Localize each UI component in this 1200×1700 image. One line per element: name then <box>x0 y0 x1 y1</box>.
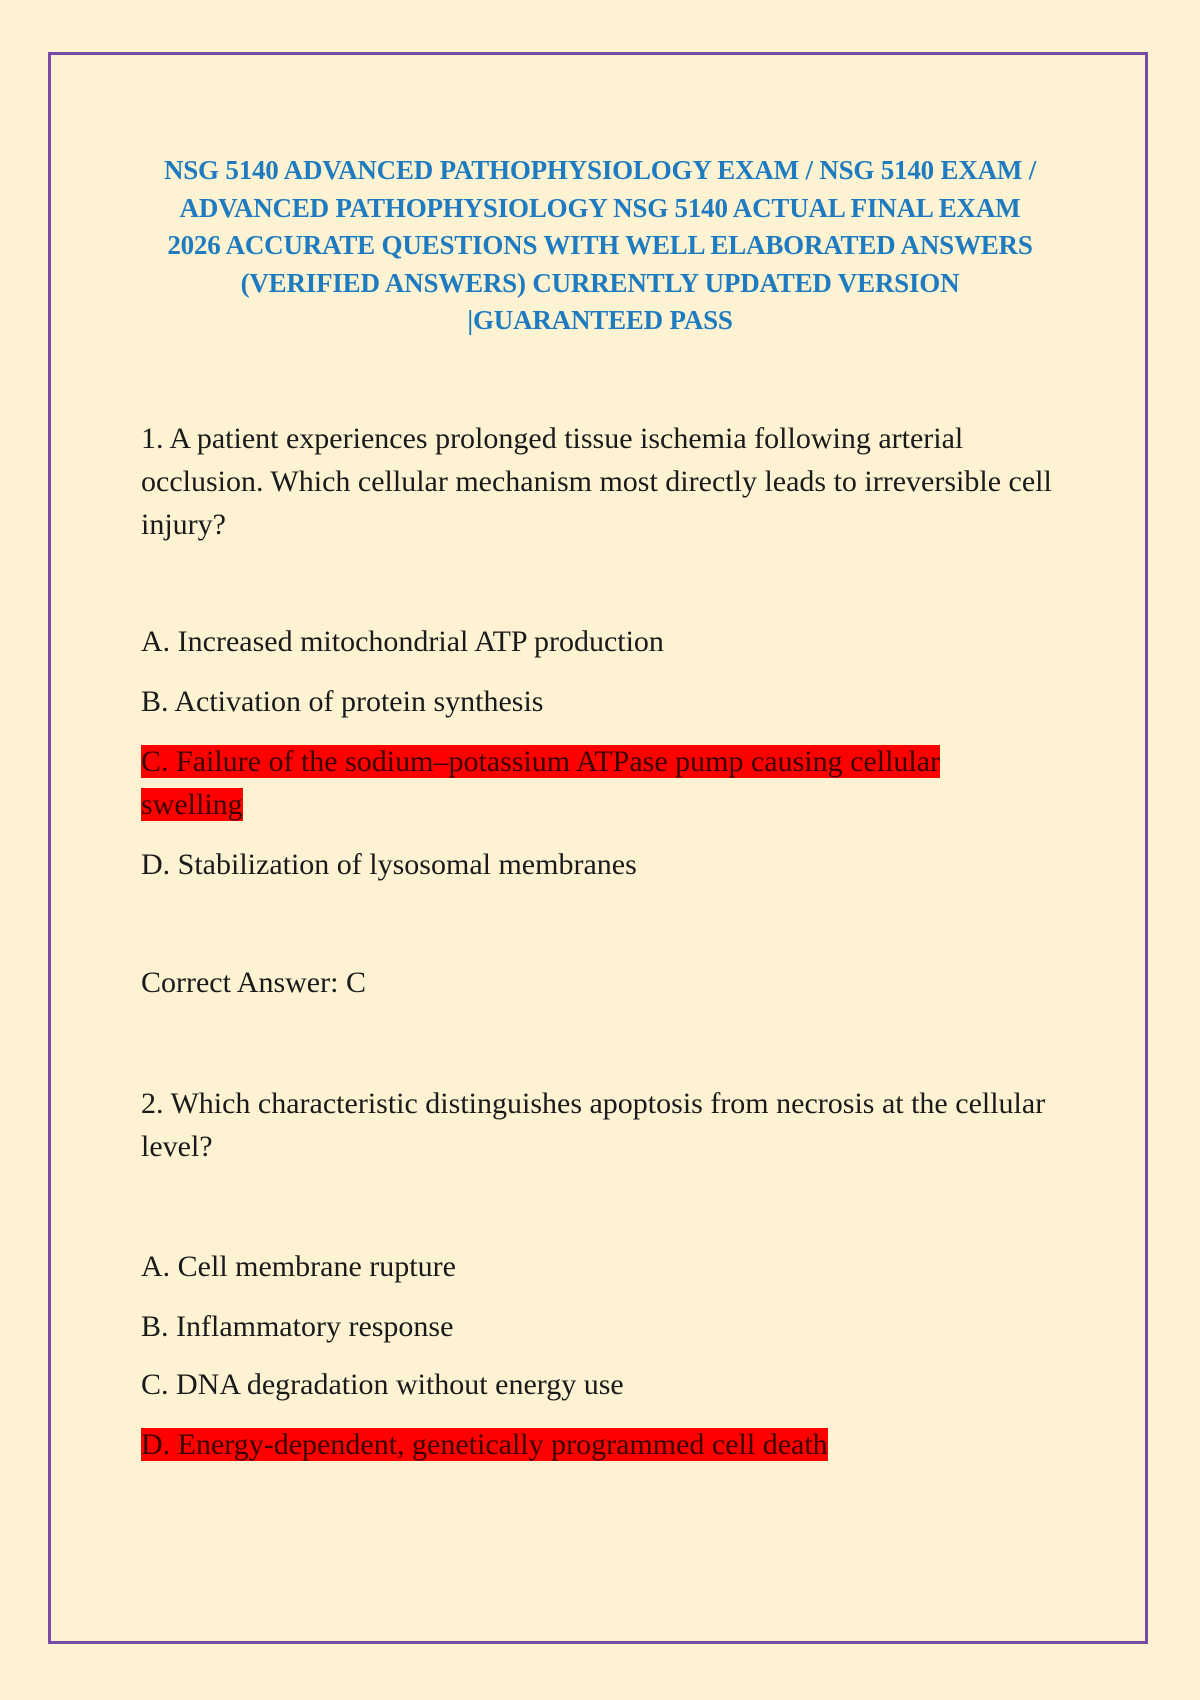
highlighted-answer: C. Failure of the sodium–potassium ATPase pump causing cellular swelling <box>141 745 941 821</box>
option-label: B. Activation of protein synthesis <box>141 685 544 718</box>
title-line-4: (VERIFIED ANSWERS) CURRENTLY UPDATED VERSION <box>240 267 960 298</box>
title-line-3: 2026 ACCURATE QUESTIONS WITH WELL ELABORATED ANSWERS <box>167 230 1033 260</box>
question-1-correct-answer: Correct Answer: C <box>141 966 366 999</box>
option-label: D. Stabilization of lysosomal membranes <box>141 848 637 881</box>
option-label: B. Inflammatory response <box>141 1310 454 1343</box>
document-title <box>120 152 1080 340</box>
question-1-option-d <box>141 843 637 886</box>
question-1-option-c-highlighted <box>141 740 1021 826</box>
question-1-option-a <box>141 620 664 663</box>
question-2-text: 2. Which characteristic distinguishes apoptosis from necrosis at the cellular level? <box>141 1087 1046 1163</box>
question-2-option-d-highlighted <box>141 1423 828 1466</box>
question-2-option-c <box>141 1363 624 1406</box>
title-line-1: NSG 5140 ADVANCED PATHOPHYSIOLOGY EXAM / NSG 5140 EXAM / <box>163 155 1037 185</box>
question-2-option-a <box>141 1245 456 1288</box>
highlighted-answer: D. Energy-dependent, genetically programmed cell death <box>141 1428 828 1461</box>
question-2-option-b <box>141 1305 453 1348</box>
title-line-5: |GUARANTEED PASS <box>467 305 733 335</box>
question-1-option-b <box>141 680 543 723</box>
title-line-2: ADVANCED PATHOPHYSIOLOGY NSG 5140 ACTUAL FINAL EXAM <box>179 192 1021 223</box>
question-1-text: 1. A patient experiences prolonged tissue ischemia following arterial occlusion. Which cellular mechanism most directly leads to irreversible cell injury? <box>141 422 1052 541</box>
option-label: A. Increased mitochondrial ATP production <box>141 625 664 658</box>
option-label: C. DNA degradation without energy use <box>141 1368 624 1401</box>
option-label: A. Cell membrane rupture <box>141 1250 456 1283</box>
